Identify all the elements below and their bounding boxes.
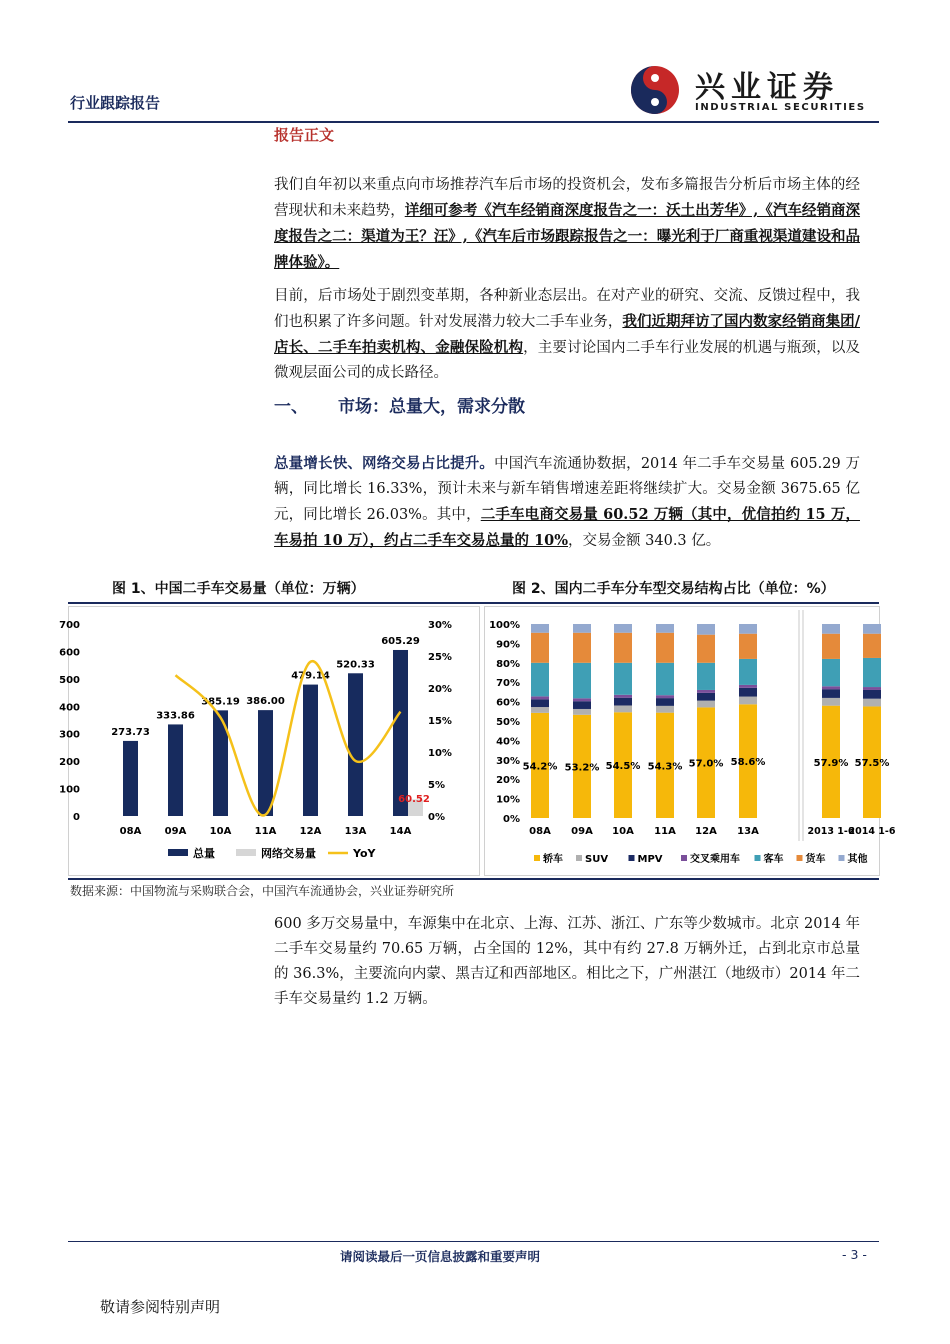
chart2-segment-SUV xyxy=(614,705,632,712)
chart2-segment-SUV xyxy=(531,707,549,713)
chart2-segment-客车 xyxy=(573,663,591,699)
chart2-data-label: 53.2% xyxy=(564,762,600,774)
chart2-ytick: 90% xyxy=(496,639,520,651)
chart2-legend-swatch xyxy=(755,855,761,861)
chart2-segment-交叉乘用车 xyxy=(697,690,715,693)
chart2-ytick: 50% xyxy=(496,717,520,728)
chart2-segment-交叉乘用车 xyxy=(656,695,674,698)
chart1-bar-total xyxy=(123,741,138,816)
chart1-online-label: 60.52 xyxy=(398,794,430,805)
chart2-ytick: 100% xyxy=(489,620,520,631)
chart2-xtick: 09A xyxy=(571,826,593,837)
chart1-y2tick: 15% xyxy=(428,716,452,727)
chart2-segment-SUV xyxy=(656,706,674,713)
intro-p2-emphasis: 我们近期拜访了国内数家经销商集团/店长、二手车拍卖机构、金融保险机构 xyxy=(274,313,860,356)
chart2-data-label: 54.2% xyxy=(522,761,558,773)
chart2-xtick: 2014 1-6 xyxy=(848,826,896,837)
chart1-data-label: 333.86 xyxy=(156,710,195,722)
chart2-segment-MPV xyxy=(863,690,881,699)
chart2-segment-货车 xyxy=(697,635,715,663)
chart2-segment-SUV xyxy=(739,697,757,705)
chart2-data-label: 54.3% xyxy=(647,761,683,773)
chart2-ytick: 0% xyxy=(503,814,520,825)
chart2-segment-客车 xyxy=(656,663,674,695)
section-heading xyxy=(274,392,525,417)
chart1-legend-swatch xyxy=(168,849,188,856)
chart2-ytick: 80% xyxy=(496,658,520,670)
chart1-xtick: 11A xyxy=(254,826,277,837)
chart1-legend-label: YoY xyxy=(353,847,376,860)
chart2-segment-客车 xyxy=(739,659,757,685)
chart2-segment-SUV xyxy=(822,698,840,706)
chart1-xtick: 09A xyxy=(164,826,187,837)
chart2-ytick: 20% xyxy=(496,775,520,787)
chart2-data-label: 54.5% xyxy=(605,761,641,773)
chart2-xtick: 11A xyxy=(654,826,676,837)
chart2-xtick: 08A xyxy=(529,826,551,837)
chart2-segment-交叉乘用车 xyxy=(739,685,757,688)
chart2-data-label: 57.9% xyxy=(813,757,849,769)
chart1-y2tick: 25% xyxy=(428,652,452,663)
section-title: 市场：总量大，需求分散 xyxy=(338,397,525,417)
chart1-data-label: 273.73 xyxy=(111,726,150,738)
chart2-segment-客车 xyxy=(863,658,881,687)
chart2-legend-swatch xyxy=(629,855,635,861)
chart1-bar-total xyxy=(168,724,183,816)
chart2-ytick: 60% xyxy=(496,697,520,709)
chart2-segment-其他 xyxy=(531,624,549,633)
chart1-y2tick: 20% xyxy=(428,684,452,695)
chart1-legend-label: 总量 xyxy=(193,847,215,860)
chart1-xtick: 10A xyxy=(209,826,232,837)
intro-p2-tail: ，主要讨论国内二手车行业发展的机遇与瓶颈，以及微观层面公司的成长路径。 xyxy=(274,340,861,381)
chart2-segment-MPV xyxy=(614,698,632,706)
special-statement-note: 敬请参阅特别声明 xyxy=(100,1298,221,1316)
chart2-legend-swatch xyxy=(576,855,582,861)
chart2-segment-MPV xyxy=(697,693,715,701)
chart1-ytick: 100 xyxy=(59,784,80,796)
chart1-ytick: 200 xyxy=(59,757,80,769)
chart-used-car-volume xyxy=(59,606,480,876)
chart2-segment-交叉乘用车 xyxy=(822,686,840,689)
chart2-segment-MPV xyxy=(656,698,674,706)
section1-tail: ，交易金额 340.3 亿。 xyxy=(568,533,721,549)
chart1-bar-total xyxy=(348,673,363,816)
chart-vehicle-type-structure xyxy=(484,606,896,876)
chart2-legend-label: 轿车 xyxy=(543,854,563,865)
chart1-data-label: 520.33 xyxy=(336,659,375,671)
data-source: 数据来源：中国物流与采购联合会，中国汽车流通协会，兴业证券研究所 xyxy=(70,884,455,898)
chart1-y2tick: 30% xyxy=(428,620,452,631)
report-type-label: 行业跟踪报告 xyxy=(70,94,161,112)
chart2-ytick: 40% xyxy=(496,736,520,748)
chart1-bar-total xyxy=(303,685,318,816)
section1-paragraph-2: 600 多万交易量中，车源集中在北京、上海、江苏、浙江、广东等少数城市。北京 2014 年二手车交易量约 70.65 万辆，占全国的 12%，其中有约 27.8 万辆外迁，占到北京市总量的 36.3%，主要流向内蒙、黑吉辽和西部地区。相比之下，广州湛江（地级市）2014 年二手车交易量约 1.2 万辆。 xyxy=(274,916,860,1007)
chart2-segment-其他 xyxy=(863,624,881,634)
chart2-segment-其他 xyxy=(573,624,591,633)
chart2-legend-swatch xyxy=(534,855,540,861)
chart1-ytick: 700 xyxy=(59,620,80,631)
chart1-ytick: 600 xyxy=(59,647,80,659)
chart1-y2tick: 10% xyxy=(428,748,452,759)
chart2-xtick: 12A xyxy=(695,826,717,837)
section1-text: 中国汽车流通协数据，2014 年二手车交易量 605.29 万辆，同比增长 16.33%，预计未来与新车销售增速差距将继续扩大。交易金额 3675.65 亿元，同比增长 26.03%。其中， xyxy=(274,456,861,523)
intro-p1-text: 我们自年初以来重点向市场推荐汽车后市场的投资机会，发布多篇报告分析后市场主体的经营现状和未来趋势， xyxy=(274,177,860,219)
chart2-legend-label: 货车 xyxy=(805,854,826,865)
chart2-xtick: 2013 1-6 xyxy=(807,826,855,837)
chart2-segment-MPV xyxy=(531,699,549,707)
section-tag: 报告正文 xyxy=(274,126,335,144)
chart2-segment-货车 xyxy=(531,633,549,663)
chart2-legend-label: MPV xyxy=(637,854,663,865)
chart1-xtick: 14A xyxy=(389,826,412,837)
chart2-segment-货车 xyxy=(822,634,840,659)
company-logo xyxy=(627,62,877,118)
chart2-segment-货车 xyxy=(656,633,674,663)
chart2-segment-交叉乘用车 xyxy=(863,687,881,690)
section1-lead: 总量增长快、网络交易占比提升。 xyxy=(274,455,495,472)
page-number: - 3 - xyxy=(842,1247,867,1262)
section1-emphasis: 二手车电商交易量 60.52 万辆（其中，优信拍约 15 万，车易拍 10 万），约占二手车交易总量的 10% xyxy=(274,506,860,549)
chart2-segment-交叉乘用车 xyxy=(573,698,591,701)
chart2-segment-客车 xyxy=(614,663,632,695)
chart1-data-label: 385.19 xyxy=(201,696,240,708)
logo-cn-text: 兴业证券 xyxy=(695,70,839,105)
chart1-ytick: 300 xyxy=(59,729,80,741)
chart2-ytick: 10% xyxy=(496,794,520,806)
chart2-segment-其他 xyxy=(614,624,632,633)
logo-en-text: INDUSTRIAL SECURITIES xyxy=(695,102,866,113)
chart2-segment-客车 xyxy=(531,663,549,697)
chart1-legend-label: 网络交易量 xyxy=(261,847,316,860)
chart2-legend-swatch xyxy=(839,855,845,861)
chart2-segment-货车 xyxy=(573,633,591,663)
chart2-data-label: 57.0% xyxy=(688,758,724,770)
chart2-segment-MPV xyxy=(822,689,840,698)
chart2-segment-SUV xyxy=(863,699,881,707)
chart2-segment-交叉乘用车 xyxy=(531,696,549,699)
chart2-legend-swatch xyxy=(681,855,687,861)
chart2-segment-交叉乘用车 xyxy=(614,695,632,698)
chart2-legend-label: SUV xyxy=(585,854,609,865)
chart1-y2tick: 0% xyxy=(428,812,445,823)
chart1-ytick: 0 xyxy=(73,812,80,823)
chart2-segment-MPV xyxy=(739,688,757,697)
chart2-data-label: 57.5% xyxy=(854,758,890,770)
chart1-xtick: 12A xyxy=(299,826,322,837)
chart2-data-label: 58.6% xyxy=(730,757,766,769)
chart2-segment-SUV xyxy=(573,709,591,715)
chart2-segment-客车 xyxy=(697,663,715,690)
chart1-legend-swatch xyxy=(236,849,256,856)
chart1-bar-total xyxy=(258,710,273,816)
figure-top-rule xyxy=(68,602,879,604)
footer-divider xyxy=(68,1241,879,1242)
logo-emblem-icon xyxy=(627,62,687,118)
chart2-segment-MPV xyxy=(573,701,591,709)
chart1-data-label: 479.14 xyxy=(291,670,330,682)
chart2-legend-label: 交叉乘用车 xyxy=(690,854,740,865)
chart2-legend-swatch xyxy=(797,855,803,861)
chart2-segment-货车 xyxy=(739,634,757,659)
chart2-segment-货车 xyxy=(863,634,881,658)
chart2-segment-SUV xyxy=(697,701,715,708)
chart1-xtick: 08A xyxy=(119,826,142,837)
chart2-segment-其他 xyxy=(822,624,840,634)
header-divider xyxy=(68,121,879,123)
intro-p2-text: 目前，后市场处于剧烈变革期，各种新业态层出。在对产业的研究、交流、反馈过程中，我们也积累了许多问题。针对发展潜力较大二手车业务， xyxy=(274,288,860,330)
chart1-xtick: 13A xyxy=(344,826,367,837)
section-number: 一、 xyxy=(274,397,308,417)
figure2-title: 图 2、国内二手车分车型交易结构占比（单位：%） xyxy=(512,581,835,597)
intro-p1-references: 详细可参考《汽车经销商深度报告之一：沃土出芳华》,《汽车经销商深度报告之二：渠道为王？汪》,《汽车后市场跟踪报告之一：曝光利于厂商重视渠道建设和品牌体验》。 xyxy=(274,202,861,271)
chart2-segment-其他 xyxy=(697,624,715,635)
footer-notice: 请阅读最后一页信息披露和重要声明 xyxy=(340,1249,541,1264)
chart1-ytick: 500 xyxy=(59,674,80,686)
chart2-legend-label: 客车 xyxy=(763,854,784,865)
chart2-legend-label: 其他 xyxy=(847,854,868,865)
chart2-ytick: 70% xyxy=(496,678,520,690)
chart2-segment-其他 xyxy=(656,624,674,633)
chart1-bar-total xyxy=(393,650,408,816)
chart2-xtick: 10A xyxy=(612,826,634,837)
intro-paragraph-2 xyxy=(274,284,860,386)
figure1-title: 图 1、中国二手车交易量（单位：万辆） xyxy=(112,581,365,597)
section1-paragraph xyxy=(274,451,860,554)
chart1-data-label: 605.29 xyxy=(381,635,420,647)
figure-bottom-rule xyxy=(68,878,879,880)
chart1-ytick: 400 xyxy=(59,702,80,714)
chart1-y2tick: 5% xyxy=(428,780,445,791)
intro-paragraph-1 xyxy=(274,173,860,276)
chart2-segment-其他 xyxy=(739,624,757,634)
chart2-xtick: 13A xyxy=(737,826,759,837)
chart2-ytick: 30% xyxy=(496,755,520,767)
chart2-segment-货车 xyxy=(614,633,632,663)
chart2-segment-客车 xyxy=(822,659,840,686)
chart1-data-label: 386.00 xyxy=(246,696,285,708)
